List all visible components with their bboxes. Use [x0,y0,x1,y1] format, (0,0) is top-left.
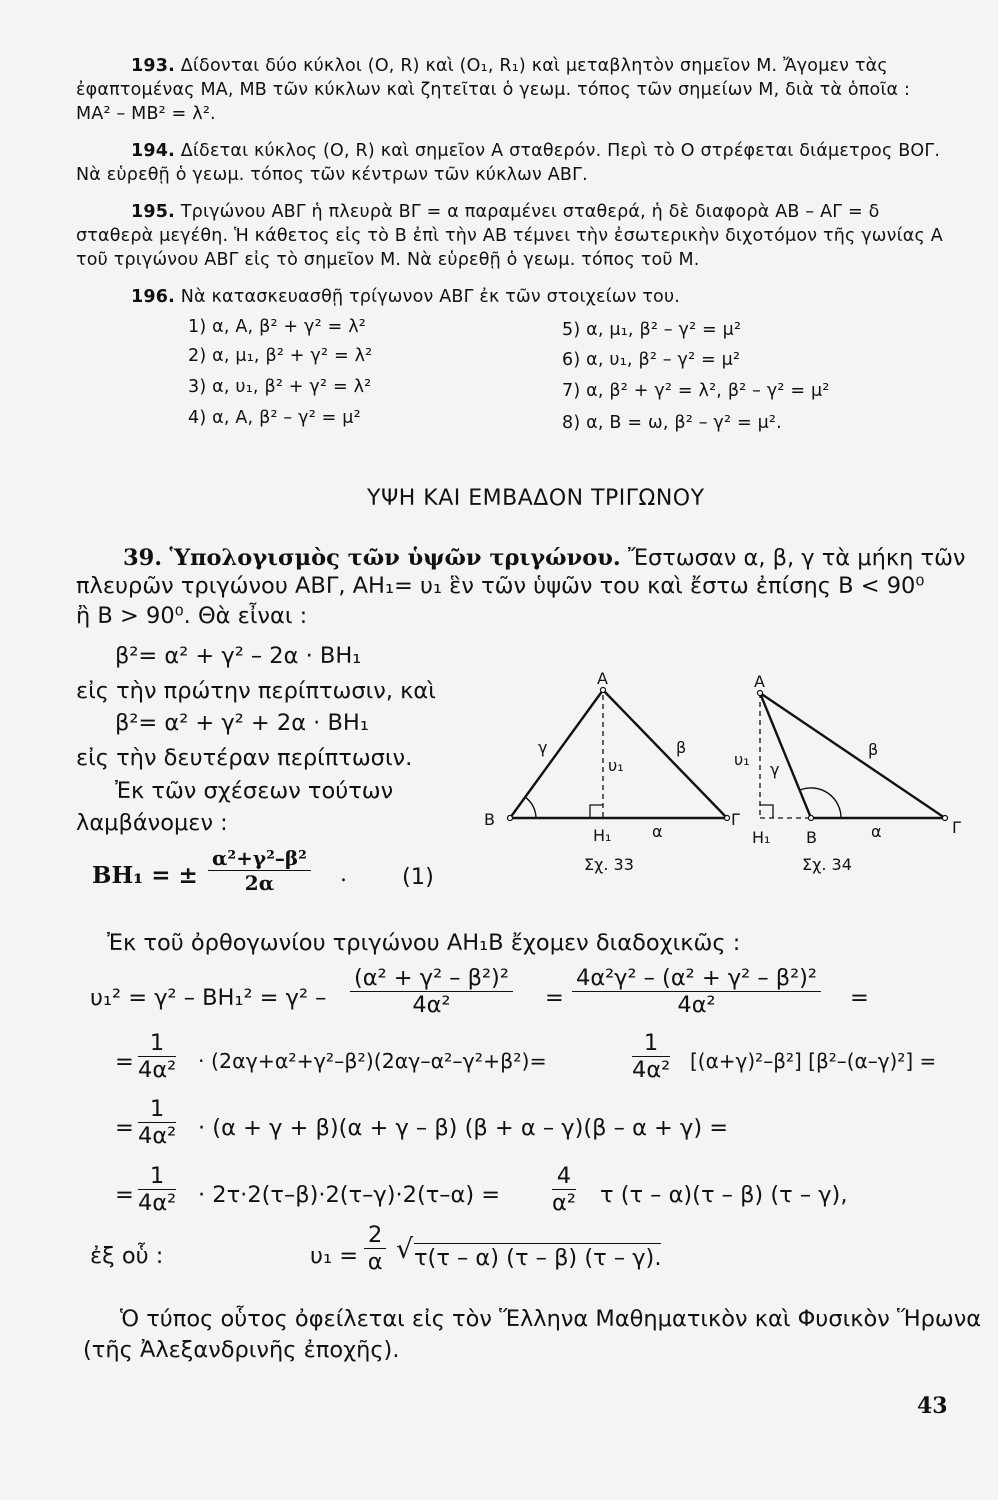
s39-line3: ἢ Β > 90⁰. Θὰ εἶναι : [76,603,308,629]
fig33-side-c [510,690,603,818]
heron-line2: (τῆς Ἀλεξανδρινῆς ἐποχῆς). [83,1337,400,1363]
problem-195-line3: τοῦ τριγώνου ΑΒΓ εἰς τὸ σημεῖον Μ. Νὰ εὑρεθῇ ὁ γεωμ. τόπος τοῦ Μ. [76,250,700,270]
row3-rest: · (α + γ + β)(α + γ – β) (β + α – γ)(β – α + γ) = [198,1115,729,1141]
numerator: 1 [149,1163,165,1189]
bh1-denominator: 2α [244,871,275,895]
numerator: 1 [149,1096,165,1122]
denominator: 4α² [632,1057,671,1083]
bh1-numerator: α²+γ²–β² [212,846,307,870]
problem-text: Δίδονται δύο κύκλοι (Ο, R) καὶ (Ο₁, R₁) καὶ μεταβλητὸν σημεῖον Μ. Ἄγομεν τὰς [180,56,888,76]
problem-number: 194. [131,141,175,161]
s39-text-case1: εἰς τὴν πρώτην περίπτωσιν, καὶ [76,678,436,704]
fig34-side-b [760,693,945,818]
fig34-label-u: υ₁ [734,750,750,769]
s39-text-relations: Ἐκ τῶν σχέσεων τούτων [115,778,394,804]
fig33-label-a: Α [597,669,608,688]
bh1-period: . [340,862,347,887]
row4-fraction-1 [138,1163,176,1216]
item-right: 5) α, μ₁, β² – γ² = μ² [562,320,742,340]
problem-193-line2: ἐφαπτομένας ΜΑ, ΜΒ τῶν κύκλων καὶ ζητεῖται ὁ γεωμ. τόπος τῶν σημείων Μ, διὰ τὰ ὁποῖα : [76,80,911,100]
denominator: α² [552,1190,576,1216]
row2-end: [(α+γ)²–β²] [β²–(α–γ)²] = [690,1049,937,1073]
item-right: 8) α, Β = ω, β² – γ² = μ². [562,413,782,433]
row2-equals: = [115,1049,134,1075]
fig34-label-a: Α [754,672,765,691]
fig34-label-gamma: γ [770,760,780,779]
item-left: 3) α, υ₁, β² + γ² = λ² [188,377,372,397]
problem-number: 193. [131,56,175,76]
problem-196-line1 [131,287,680,307]
denominator: 4α² [138,1057,177,1083]
problem-193-line3: ΜΑ² – ΜΒ² = λ². [76,104,216,124]
fig34-caption: Σχ. 34 [802,855,852,874]
problem-194-line1 [131,141,940,161]
fig33-label-b: Β [484,810,495,829]
s39-title: Ὑπολογισμὸς τῶν ὑψῶν τριγώνου. [169,545,621,571]
figure-34 [734,665,980,880]
problem-193-line1 [131,56,888,76]
problem-number: 195. [131,202,175,222]
s39-line2: πλευρῶν τριγώνου ΑΒΓ, ΑΗ₁= υ₁ ἓν τῶν ὑψῶν του καὶ ἔστω ἐπίσης Β < 90⁰ [76,573,925,599]
sqrt-sign: √ [396,1234,414,1265]
row2-fraction-2 [632,1030,670,1083]
equation-1: β²= α² + γ² – 2α · ΒΗ₁ [115,643,362,669]
row1-end: = [850,985,869,1011]
item-left: 2) α, μ₁, β² + γ² = λ² [188,346,373,366]
fig34-label-g: Γ [952,818,961,837]
s39-text-obtain: λαμβάνομεν : [76,810,228,836]
numerator: 4α²γ² – (α² + γ² – β²)² [576,965,817,991]
row2-fraction-1 [138,1030,176,1083]
row4-fraction-2 [552,1163,576,1216]
row1-fraction-2 [572,965,821,1018]
numerator: 4 [556,1163,572,1189]
bh1-fraction [208,846,311,895]
item-left: 4) α, Α, β² – γ² = μ² [188,408,361,428]
fig34-label-beta: β [868,740,879,759]
problem-195-line1 [131,202,880,222]
row4-middle: · 2τ·2(τ–β)·2(τ–γ)·2(τ–α) = [198,1182,501,1208]
numerator: (α² + γ² – β²)² [354,965,509,991]
heron-line1: Ὁ τύπος οὗτος ὀφείλεται εἰς τὸν Ἕλληνα Μαθηματικὸν καὶ Φυσικὸν Ἥρωνα [120,1306,982,1332]
ortho-intro: Ἐκ τοῦ ὀρθογωνίου τριγώνου ΑΗ₁Β ἔχομεν διαδοχικῶς : [107,930,741,956]
row4-equals: = [115,1182,134,1208]
row5-lhs: ἐξ οὗ : [90,1243,164,1269]
figure-33 [484,665,750,880]
fig33-label-alpha: α [652,822,663,841]
fig33-label-gamma: γ [538,738,548,757]
fig34-side-c [760,693,811,818]
denominator: 4α² [138,1190,177,1216]
s39-text-case2: εἰς τὴν δευτέραν περίπτωσιν. [76,745,413,771]
row5-u: υ₁ = [310,1243,359,1269]
page-number: 43 [917,1393,948,1419]
s39-number: 39. [123,545,163,571]
problem-text: Τριγώνου ΑΒΓ ἡ πλευρὰ ΒΓ = α παραμένει σταθερά, ἡ δὲ διαφορὰ ΑΒ – ΑΓ = δ [180,202,880,222]
fig33-angle-b [525,797,536,818]
row3-fraction [138,1096,176,1149]
row5-fraction [364,1222,386,1275]
row1-fraction-1 [350,965,513,1018]
fig33-caption: Σχ. 33 [584,855,634,874]
row5-radicand: τ(τ – α) (τ – β) (τ – γ). [414,1245,662,1271]
row2-middle: · (2αγ+α²+γ²–β²)(2αγ–α²–γ²+β²)= [198,1049,547,1073]
fig34-label-b: Β [806,828,817,847]
item-right: 6) α, υ₁, β² – γ² = μ² [562,350,741,370]
row4-end: τ (τ – α)(τ – β) (τ – γ), [600,1182,848,1208]
denominator: 4α² [138,1123,177,1149]
row1-equals: = [545,985,564,1011]
row1-lhs: υ₁² = γ² – ΒΗ₁² = γ² – [90,985,327,1011]
denominator: α [367,1249,383,1275]
denominator: 4α² [412,992,451,1018]
s39-line1: Ἔστωσαν α, β, γ τὰ μήκη τῶν [627,545,966,571]
row3-equals: = [115,1115,134,1141]
item-right: 7) α, β² + γ² = λ², β² – γ² = μ² [562,381,830,401]
equation-2: β²= α² + γ² + 2α · ΒΗ₁ [115,710,369,736]
fig33-label-beta: β [676,738,687,757]
equation-tag: (1) [402,864,434,890]
denominator: 4α² [677,992,716,1018]
problem-text: Νὰ κατασκευασθῇ τρίγωνον ΑΒΓ ἐκ τῶν στοιχείων του. [180,287,681,307]
problem-194-line2: Νὰ εὑρεθῇ ὁ γεωμ. τόπος τῶν κέντρων τῶν κύκλων ΑΒΓ. [76,165,588,185]
fig34-label-alpha: α [871,822,882,841]
numerator: 1 [643,1030,659,1056]
bh1-lhs: ΒΗ₁ = ± [92,862,198,889]
fig33-right-angle [590,805,603,818]
numerator: 2 [368,1222,383,1248]
problem-number: 196. [131,287,175,307]
fig33-label-u: υ₁ [608,756,624,775]
s39-heading [123,545,966,571]
fig34-label-h: Η₁ [752,828,771,847]
numerator: 1 [149,1030,165,1056]
fig34-right-angle [760,805,773,818]
item-left: 1) α, Α, β² + γ² = λ² [188,317,366,337]
fig33-label-h: Η₁ [593,826,612,845]
problem-195-line2: σταθερὰ μεγέθη. Ἡ κάθετος εἰς τὸ Β ἐπὶ τὴν ΑΒ τέμνει τὴν ἐσωτερικὴν διχοτόμον τῆς γωνίας Α [76,226,943,246]
fig33-label-g: Γ [731,810,740,829]
problem-text: Δίδεται κύκλος (Ο, R) καὶ σημεῖον Α σταθερόν. Περὶ τὸ Ο στρέφεται διάμετρος ΒΟΓ. [180,141,941,161]
section-title: ΥΨΗ ΚΑΙ ΕΜΒΑΔΟΝ ΤΡΙΓΩΝΟΥ [367,486,705,511]
fig33-side-b [603,690,727,818]
